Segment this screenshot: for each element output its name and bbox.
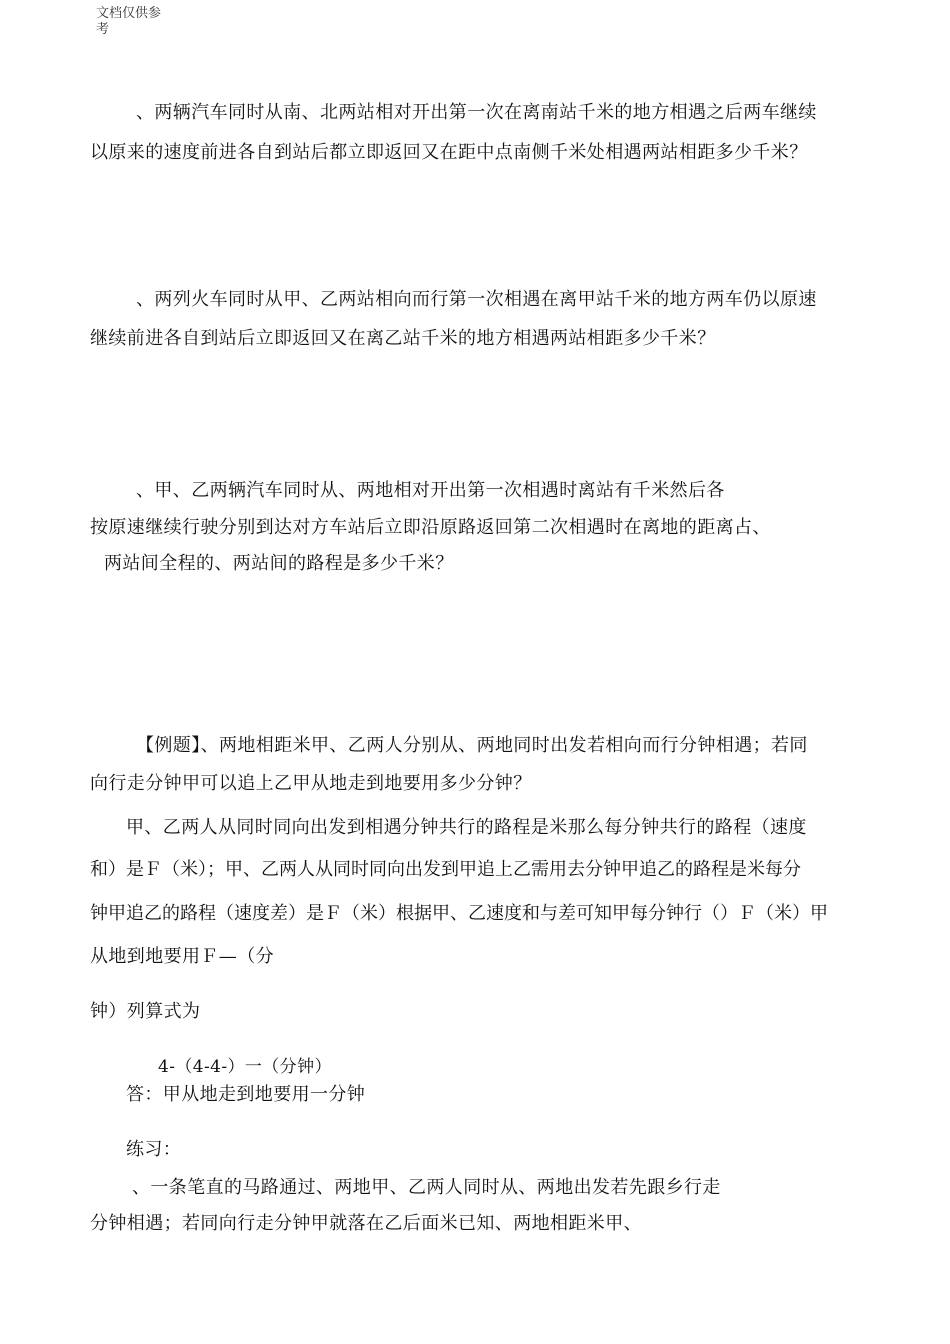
problem-2-line-1: 、两列火车同时从甲、乙两站相向而行第一次相遇在离甲站千米的地方两车仍以原速	[136, 289, 817, 310]
problem-1-line-1: 、两辆汽车同时从南、北两站相对开出第一次在离南站千米的地方相遇之后两车继续	[136, 102, 817, 123]
example-line-1: 【例题】、两地相距米甲、乙两人分别从、两地同时出发若相向而行分钟相遇；若同	[136, 735, 808, 756]
formula: 4-（4-4-）一（分钟）	[158, 1057, 332, 1077]
solution-line-1: 甲、乙两人从同时同向出发到相遇分钟共行的路程是米那么每分钟共行的路程（速度	[126, 817, 807, 838]
solution-line-4: 从地到地要用Ｆ—（分	[90, 946, 274, 967]
watermark-line-2: 考	[96, 22, 110, 37]
solution-line-3: 钟甲追乙的路程（速度差）是Ｆ（米）根据甲、乙速度和与差可知甲每分钟行（）Ｆ（米）甲	[90, 903, 828, 924]
watermark	[96, 6, 176, 38]
practice-heading: 练习：	[126, 1139, 182, 1160]
problem-1-line-2: 以原来的速度前进各自到站后都立即返回又在距中点南侧千米处相遇两站相距多少千米？	[90, 142, 808, 163]
example-line-2: 向行走分钟甲可以追上乙甲从地走到地要用多少分钟？	[90, 773, 532, 794]
practice-line-2: 分钟相遇；若同向行走分钟甲就落在乙后面米已知、两地相距米甲、	[90, 1213, 642, 1234]
problem-3-line-1: 、甲、乙两辆汽车同时从、两地相对开出第一次相遇时离站有千米然后各	[136, 480, 725, 501]
problem-3-line-2: 按原速继续行驶分别到达对方车站后立即沿原路返回第二次相遇时在离地的距离占、	[90, 517, 771, 538]
problem-3-line-3: 两站间全程的、两站间的路程是多少千米？	[104, 553, 454, 574]
watermark-line-1: 文档仅供参	[96, 6, 162, 21]
solution-line-2: 和）是Ｆ（米）；甲、乙两人从同时同向出发到甲追上乙需用去分钟甲追乙的路程是米每分	[90, 859, 801, 880]
answer: 答：甲从地走到地要用一分钟	[126, 1084, 366, 1105]
problem-2-line-2: 继续前进各自到站后立即返回又在离乙站千米的地方相遇两站相距多少千米？	[90, 328, 716, 349]
solution-line-5: 钟）列算式为	[90, 1001, 201, 1022]
practice-line-1: 、一条笔直的马路通过、两地甲、乙两人同时从、两地出发若先跟乡行走	[132, 1177, 721, 1198]
